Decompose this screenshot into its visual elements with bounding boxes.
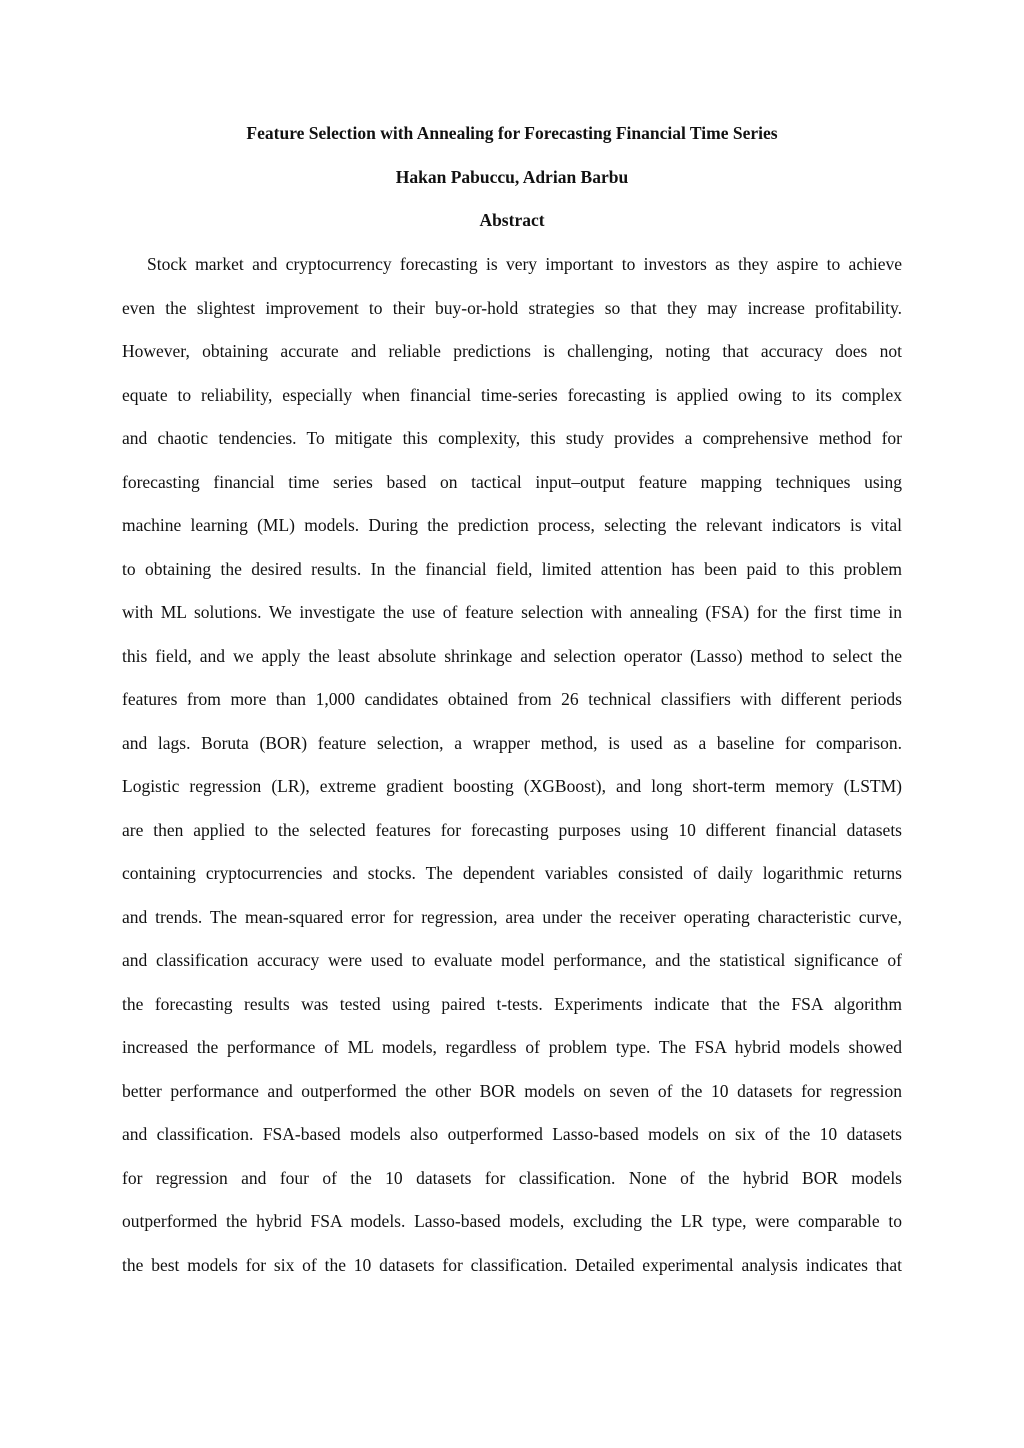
abstract-line: for regression and four of the 10 datasets for classification. None of the hybrid BOR models — [122, 1167, 902, 1188]
abstract-line: better performance and outperformed the other BOR models on seven of the 10 datasets for regression — [122, 1080, 902, 1101]
abstract-line: equate to reliability, especially when financial time-series forecasting is applied owing to its complex — [122, 384, 902, 405]
abstract-line: However, obtaining accurate and reliable predictions is challenging, noting that accuracy does not — [122, 341, 902, 361]
abstract-heading: Abstract — [479, 210, 545, 230]
abstract-line: to obtaining the desired results. In the financial field, limited attention has been paid to this problem — [122, 558, 902, 579]
abstract-line: the forecasting results was tested using paired t-tests. Experiments indicate that the FSA algorithm — [122, 993, 902, 1014]
abstract-line: even the slightest improvement to their buy-or-hold strategies so that they may increase profitability. — [122, 297, 902, 318]
abstract-line: and classification accuracy were used to evaluate model performance, and the statistical significance of — [122, 950, 902, 970]
abstract-line: and chaotic tendencies. To mitigate this complexity, this study provides a comprehensive method for — [122, 428, 902, 448]
abstract-line: and trends. The mean-squared error for regression, area under the receiver operating characteristic curve, — [122, 906, 902, 927]
abstract-line: increased the performance of ML models, regardless of problem type. The FSA hybrid models showed — [122, 1037, 902, 1057]
abstract-line: are then applied to the selected features for forecasting purposes using 10 different financial datasets — [122, 819, 902, 840]
abstract-line: containing cryptocurrencies and stocks. The dependent variables consisted of daily logarithmic returns — [122, 863, 902, 883]
abstract-body — [122, 253, 902, 1297]
abstract-line: and classification. FSA-based models also outperformed Lasso-based models on six of the 10 datasets — [122, 1124, 902, 1144]
abstract-line: the best models for six of the 10 datasets for classification. Detailed experimental analysis indicates that — [122, 1254, 902, 1275]
abstract-line: machine learning (ML) models. During the prediction process, selecting the relevant indicators is vital — [122, 515, 902, 535]
abstract-line: Logistic regression (LR), extreme gradient boosting (XGBoost), and long short-term memory (LSTM) — [122, 776, 902, 796]
abstract-line: features from more than 1,000 candidates obtained from 26 technical classifiers with different periods — [122, 689, 902, 709]
abstract-line: with ML solutions. We investigate the use of feature selection with annealing (FSA) for the first time in — [122, 602, 902, 622]
abstract-line: Stock market and cryptocurrency forecasting is very important to investors as they aspire to achieve — [147, 254, 902, 274]
abstract-line: outperformed the hybrid FSA models. Lasso-based models, excluding the LR type, were comparable to — [122, 1211, 902, 1231]
abstract-line: forecasting financial time series based on tactical input–output feature mapping techniques using — [122, 471, 902, 492]
paper-title: Feature Selection with Annealing for Forecasting Financial Time Series — [246, 123, 778, 143]
abstract-line: and lags. Boruta (BOR) feature selection, a wrapper method, is used as a baseline for comparison. — [122, 732, 902, 753]
abstract-line: this field, and we apply the least absolute shrinkage and selection operator (Lasso) method to select the — [122, 645, 902, 666]
paper-authors: Hakan Pabuccu, Adrian Barbu — [395, 167, 629, 187]
